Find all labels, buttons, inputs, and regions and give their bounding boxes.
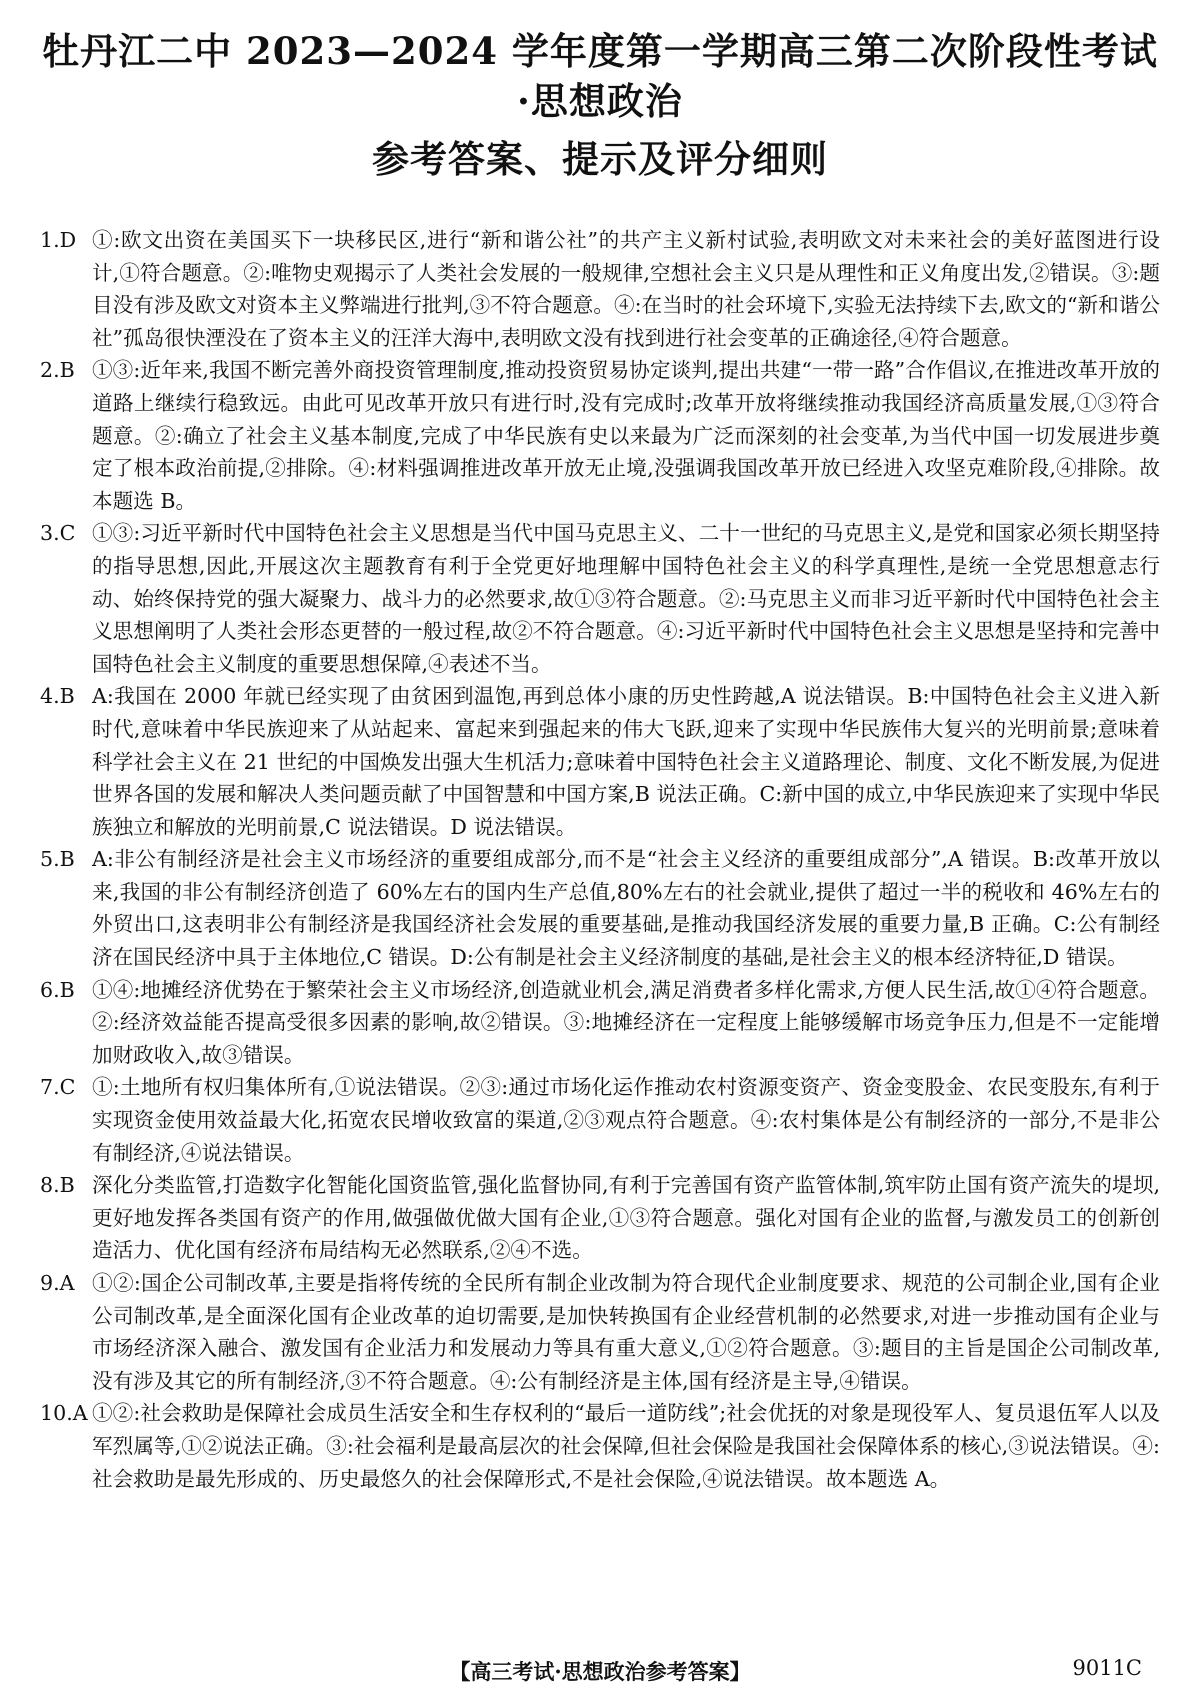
- answer-letter: D: [59, 228, 77, 252]
- answer-item-2: [40, 354, 1160, 517]
- answer-item-4: [40, 680, 1160, 843]
- page-footer: [0, 1656, 1200, 1688]
- answer-item-10: [40, 1397, 1160, 1495]
- answer-letter: C: [59, 1075, 76, 1100]
- answer-explanation: A:非公有制经济是社会主义市场经济的重要组成部分,而不是“社会主义经济的重要组成部分”,A 错误。B:改革开放以来,我国的非公有制经济创造了 60%左右的国内生产总值,80%左右的社会就业,提供了超过一半的税收和 46%左右的外贸出口,这表明非公有制经济是我国经济社会发展的重要基础,是推动我国经济发展的重要力量,B 正确。C:公有制经济在国民经济中具于主体地位,C 错误。D:公有制是社会主义经济制度的基础,是社会主义的根本经济特征,D 错误。: [92, 847, 1160, 970]
- answer-item-1: [40, 224, 1160, 354]
- answer-explanation: ①③:习近平新时代中国特色社会主义思想是当代中国马克思主义、二十一世纪的马克思主义,是党和国家必须长期坚持的指导思想,因此,开展这次主题教育有利于全党更好地理解中国特色社会主义的科学真理性,是统一全党思想意志行动、始终保持党的强大凝聚力、战斗力的必然要求,故①③符合题意。②:马克思主义而非习近平新时代中国特色社会主义思想阐明了人类社会形态更替的一般过程,故②不符合题意。④:习近平新时代中国特色社会主义思想是坚持和完善中国特色社会主义制度的重要思想保障,④表述不当。: [92, 521, 1160, 676]
- answer-item-3: [40, 517, 1160, 680]
- answer-list: [40, 224, 1160, 1495]
- question-number: 8.B: [40, 1173, 75, 1198]
- answer-letter: B: [59, 684, 75, 709]
- answer-explanation: ①④:地摊经济优势在于繁荣社会主义市场经济,创造就业机会,满足消费者多样化需求,方便人民生活,故①④符合题意。②:经济效益能否提高受很多因素的影响,故②错误。③:地摊经济在一定程度上能够缓解市场竞争压力,但是不一定能增加财政收入,故③错误。: [92, 977, 1160, 1067]
- answer-explanation: A:我国在 2000 年就已经实现了由贫困到温饱,再到总体小康的历史性跨越,A 说法错误。B:中国特色社会主义进入新时代,意味着中华民族迎来了从站起来、富起来到强起来的伟大飞跃,迎来了实现中华民族伟大复兴的光明前景;意味着科学社会主义在 21 世纪的中国焕发出强大生机活力;意味着中国特色社会主义道路理论、制度、文化不断发展,为促进世界各国的发展和解决人类问题贡献了中国智慧和中国方案,B 说法正确。C:新中国的成立,中华民族迎来了实现中华民族独立和解放的光明前景,C 说法错误。D 说法错误。: [92, 684, 1160, 839]
- answer-letter: B: [59, 358, 75, 383]
- question-number: 4.B: [40, 684, 75, 709]
- answer-item-5: [40, 843, 1160, 973]
- question-number: 7.C: [40, 1075, 76, 1100]
- answer-letter: B: [59, 977, 75, 1002]
- page-subtitle: 参考答案、提示及评分细则: [372, 137, 828, 181]
- answer-letter: B: [59, 847, 75, 872]
- answer-explanation: ①③:近年来,我国不断完善外商投资管理制度,推动投资贸易协定谈判,提出共建“一带一路”合作倡议,在推进改革开放的道路上继续行稳致远。由此可见改革开放只有进行时,没有完成时;改革开放将继续推动我国经济高质量发展,①③符合题意。②:确立了社会主义基本制度,完成了中华民族有史以来最为广泛而深刻的社会变革,为当代中国一切发展进步奠定了根本政治前提,②排除。④:材料强调推进改革开放无止境,没强调我国改革开放已经进入攻坚克难阶段,④排除。故本题选 B。: [92, 358, 1160, 513]
- answer-explanation: 深化分类监管,打造数字化智能化国资监管,强化监督协同,有利于完善国有资产监管体制,筑牢防止国有资产流失的堤坝,更好地发挥各类国有资产的作用,做强做优做大国有企业,①③符合题意。强化对国有企业的监督,与激发员工的创新创造活力、优化国有经济布局结构无必然联系,②④不选。: [92, 1173, 1160, 1263]
- footer-label: 【高三考试·思想政治参考答案】: [449, 1659, 751, 1684]
- answer-explanation: ①②:国企公司制改革,主要是指将传统的全民所有制企业改制为符合现代企业制度要求、规范的公司制企业,国有企业公司制改革,是全面深化国有企业改革的迫切需要,是加快转换国有企业经营机制的必然要求,对进一步推动国有企业与市场经济深入融合、激发国有企业活力和发展动力等具有重大意义,①②符合题意。③:题目的主旨是国企公司制改革,没有涉及其它的所有制经济,③不符合题意。④:公有制经济是主体,国有经济是主导,④错误。: [92, 1271, 1160, 1393]
- answer-item-7: [40, 1071, 1160, 1169]
- answer-explanation: ①:欧文出资在美国买下一块移民区,进行“新和谐公社”的共产主义新村试验,表明欧文对未来社会的美好蓝图进行设计,①符合题意。②:唯物史观揭示了人类社会发展的一般规律,空想社会主义只是从理性和正义角度出发,②错误。③:题目没有涉及欧文对资本主义弊端进行批判,③不符合题意。④:在当时的社会环境下,实验无法持续下去,欧文的“新和谐公社”孤岛很快湮没在了资本主义的汪洋大海中,表明欧文没有找到进行社会变革的正确途径,④符合题意。: [92, 228, 1160, 350]
- document-code: 9011C: [1072, 1656, 1142, 1680]
- question-number: 10.A: [40, 1401, 88, 1426]
- question-number: 2.B: [40, 358, 75, 383]
- answer-letter: B: [59, 1173, 75, 1198]
- answer-item-8: [40, 1169, 1160, 1267]
- question-number: 6.B: [40, 977, 75, 1002]
- answer-letter: A: [59, 1271, 75, 1295]
- answer-explanation: ①②:社会救助是保障社会成员生活安全和生存权利的“最后一道防线”;社会优抚的对象是现役军人、复员退伍军人以及军烈属等,①②说法正确。③:社会福利是最高层次的社会保障,但社会保险是我国社会保障体系的核心,③说法错误。④:社会救助是最先形成的、历史最悠久的社会保障形式,不是社会保险,④说法错误。故本题选 A。: [92, 1401, 1160, 1491]
- answer-explanation: ①:土地所有权归集体所有,①说法错误。②③:通过市场化运作推动农村资源变资产、资金变股金、农民变股东,有利于实现资金使用效益最大化,拓宽农民增收致富的渠道,②③观点符合题意。④:农村集体是公有制经济的一部分,不是非公有制经济,④说法错误。: [92, 1075, 1160, 1165]
- answer-item-6: [40, 974, 1160, 1072]
- question-number: 1.D: [40, 228, 77, 252]
- page-title: 牡丹江二中 2023—2024 学年度第一学期高三第二次阶段性考试·思想政治: [42, 29, 1158, 123]
- question-number: 9.A: [40, 1271, 75, 1295]
- answer-letter: C: [59, 521, 76, 546]
- answer-letter: A: [72, 1401, 88, 1426]
- question-number: 3.C: [40, 521, 76, 546]
- answer-item-9: [40, 1267, 1160, 1397]
- question-number: 5.B: [40, 847, 75, 872]
